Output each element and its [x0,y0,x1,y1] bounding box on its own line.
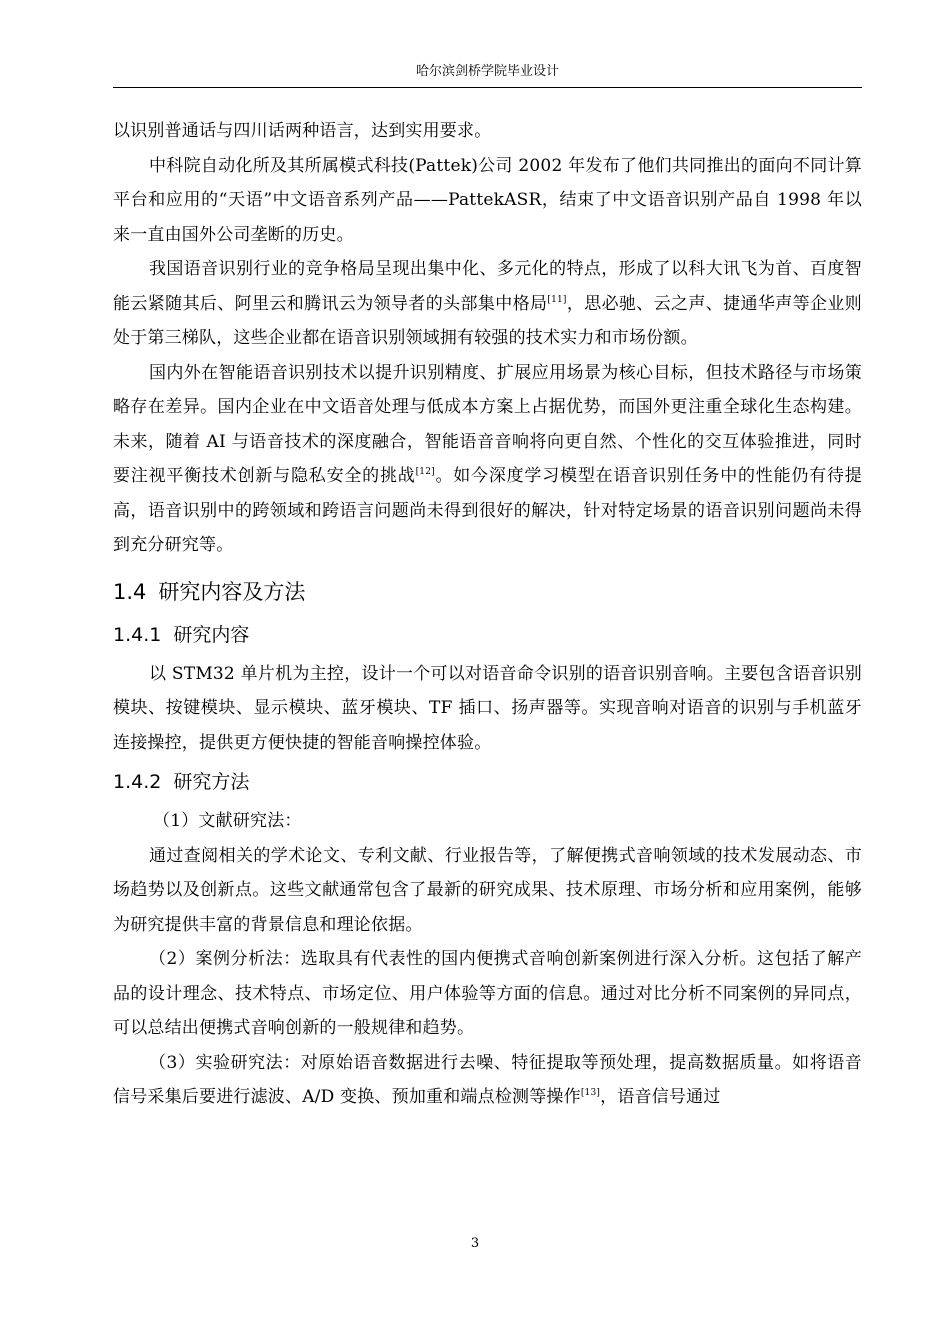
paragraph-text: 我国语音识别行业的竞争格局呈现出集中化、多元化的特点，形成了以科大讯飞为首、百度智能云紧随其后、阿里云和腾讯云为领导者的头部集中格局 [113,259,862,314]
section-heading-1-4-2 [113,764,862,800]
method-1-title: （1）文献研究法： [153,811,302,831]
section-title: 研究方法 [173,771,250,793]
paragraph-domestic-foreign [113,356,862,563]
section-number: 1.4.2 [113,771,162,793]
paragraph-text: ，思必驰、云之声、捷通华声等企业则处于第三梯队，这些企业都在语音识别领域拥有较强的技术实力和市场份额。 [113,293,862,348]
header-rule [113,87,862,88]
paragraph-text: 。如今深度学习模型在语音识别任务中的性能仍有待提高，语音识别中的跨领域和跨语言问题尚未得到很好的解决，针对特定场景的语音识别问题尚未得到充分研究等。 [113,466,862,555]
paragraph-text: ，语音信号通过 [600,1087,721,1107]
paragraph-text: （3）实验研究法：对原始语音数据进行去噪、特征提取等预处理，提高数据质量。如将语音信号采集后要进行滤波、A/D 变换、预加重和端点检测等操作 [113,1052,862,1107]
method-2-text: （2）案例分析法：选取具有代表性的国内便携式音响创新案例进行深入分析。这包括了解产品的设计理念、技术特点、市场定位、用户体验等方面的信息。通过对比分析不同案例的异同点，可以总结出便携式音响创新的一般规律和趋势。 [113,949,862,1038]
paragraph-continuation: 以识别普通话与四川话两种语言，达到实用要求。 [113,121,492,141]
page-header: 哈尔滨剑桥学院毕业设计 [415,64,559,79]
page-number: 3 [470,1236,480,1251]
citation-ref[interactable]: [12] [415,467,435,477]
method-3-text [113,1046,862,1115]
section-number: 1.4.1 [113,623,162,646]
paragraph-text: 国内外在智能语音识别技术以提升识别精度、扩展应用场景为核心目标，但技术路径与市场策略存在差异。国内企业在中文语音处理与低成本方案上占据优势，而国外更注重全球化生态构建。未来，随着 AI 与语音技术的深度融合，智能语音音响将向更自然、个性化的交互体验推进，同时要注视平衡技术创新与隐私安全的挑战 [113,362,862,486]
section-heading-1-4 [113,573,862,611]
section-title: 研究内容 [173,623,250,646]
paragraph-industry-landscape [113,252,862,356]
citation-ref[interactable]: [13] [580,1088,601,1098]
citation-ref[interactable]: [11] [547,294,567,305]
section-title: 研究内容及方法 [158,579,306,604]
method-1-text: 通过查阅相关的学术论文、专利文献、行业报告等，了解便携式音响领域的技术发展动态、市场趋势以及创新点。这些文献通常包含了最新的研究成果、技术原理、市场分析和应用案例，能够为研究提供丰富的背景信息和理论依据。 [113,845,862,935]
page-body [113,114,862,1115]
paragraph-research-content: 以 STM32 单片机为主控，设计一个可以对语音命令识别的语音识别音响。主要包含语音识别模块、按键模块、显示模块、蓝牙模块、TF 插口、扬声器等。实现音响对语音的识别与手机蓝牙连接操控，提供更方便快捷的智能音响操控体验。 [113,663,862,753]
section-heading-1-4-1 [113,617,862,653]
section-number: 1.4 [113,579,147,604]
paragraph-pattek: 中科院自动化所及其所属模式科技(Pattek)公司 2002 年发布了他们共同推出的面向不同计算平台和应用的“天语”中文语音系列产品——PattekASR，结束了中文语音识别产品自 1998 年以来一直由国外公司垄断的历史。 [113,155,862,245]
